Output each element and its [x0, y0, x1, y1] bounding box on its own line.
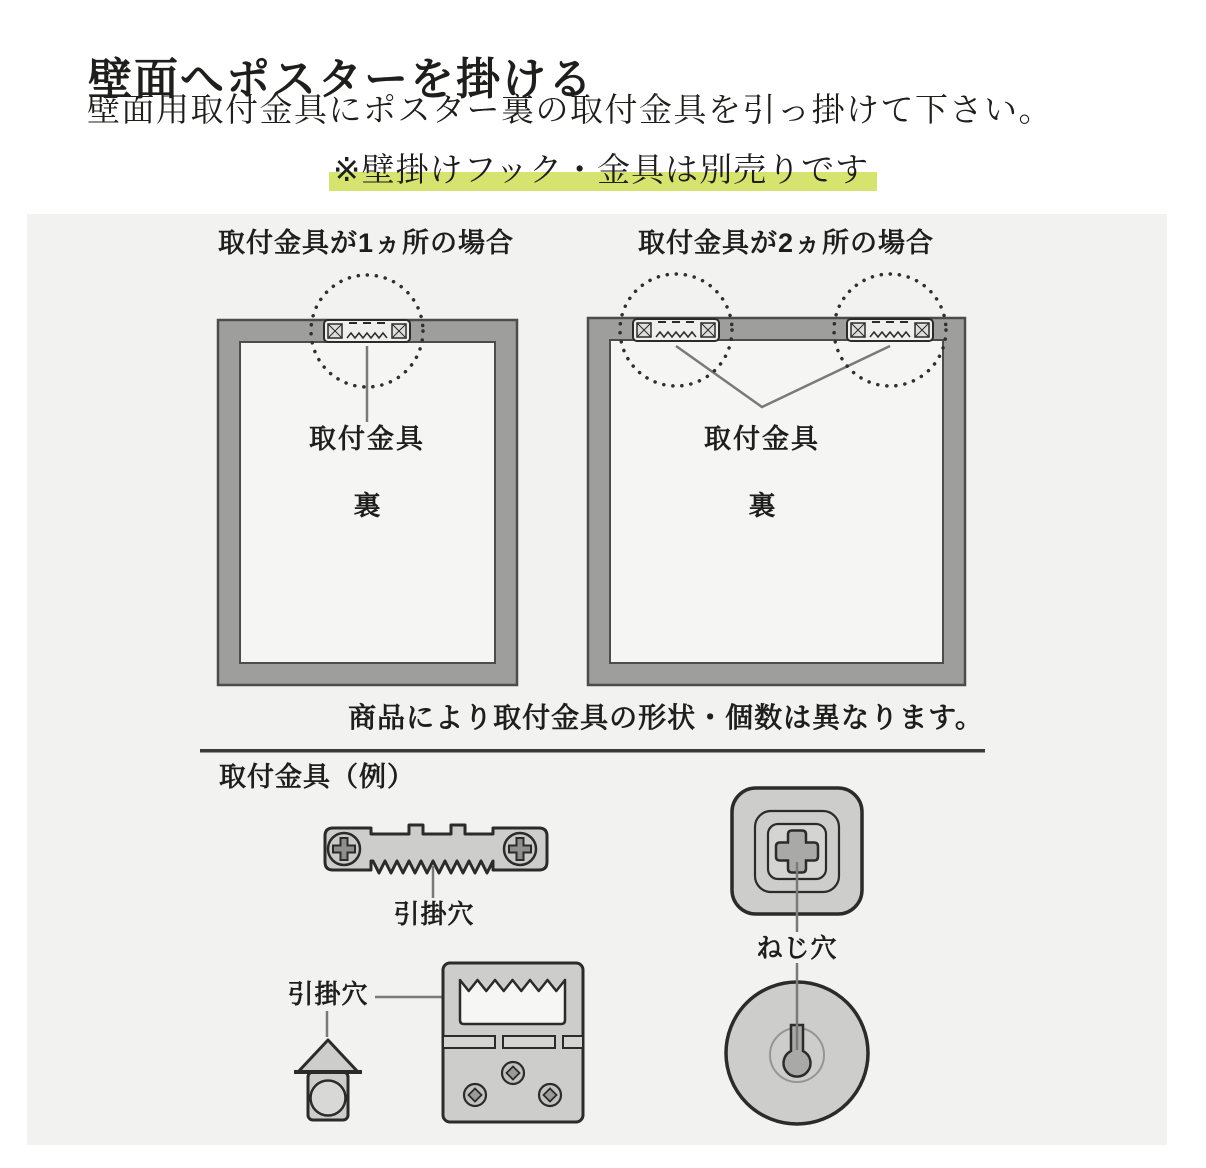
highlighted-note: ※壁掛けフック・金具は別売りです	[329, 151, 877, 191]
right-back-label: 裏	[748, 491, 776, 521]
mounting-bracket-icon	[847, 319, 933, 341]
triangle-hook-icon	[294, 1040, 362, 1120]
square-screw-bracket-icon	[732, 788, 862, 932]
diagram-graphics	[27, 214, 1167, 1145]
note-row	[0, 144, 1206, 191]
mounting-bracket-icon	[324, 320, 410, 342]
right-frame-caption: 取付金具が2ヵ所の場合	[637, 228, 935, 258]
page-title: 壁面へポスターを掛ける	[88, 55, 594, 105]
poster-frame-two-brackets	[588, 274, 965, 685]
screw-hole-label: ねじ穴	[756, 933, 838, 963]
left-frame-caption: 取付金具が1ヵ所の場合	[217, 228, 515, 258]
left-bracket-label: 取付金具	[309, 424, 425, 454]
diagram-panel	[27, 214, 1167, 1145]
left-back-label: 裏	[353, 491, 381, 521]
sawtooth-hanger-icon	[325, 825, 547, 898]
sawtooth-hole-label: 引掛穴	[393, 899, 475, 929]
mounting-bracket-icon	[633, 319, 719, 341]
hook-hole-label: 引掛穴	[287, 979, 369, 1009]
variation-footnote: 商品により取付金具の形状・個数は異なります。	[348, 702, 984, 733]
round-keyhole-bracket-icon	[726, 963, 868, 1124]
right-bracket-label: 取付金具	[704, 424, 820, 454]
examples-heading: 取付金具（例）	[219, 762, 415, 792]
plate-bracket-icon	[443, 963, 583, 1122]
poster-frame-one-bracket	[218, 275, 517, 685]
page-subtitle: 壁面用取付金具にポスター裏の取付金具を引っ掛けて下さい。	[87, 91, 1053, 128]
section-divider	[200, 749, 985, 753]
